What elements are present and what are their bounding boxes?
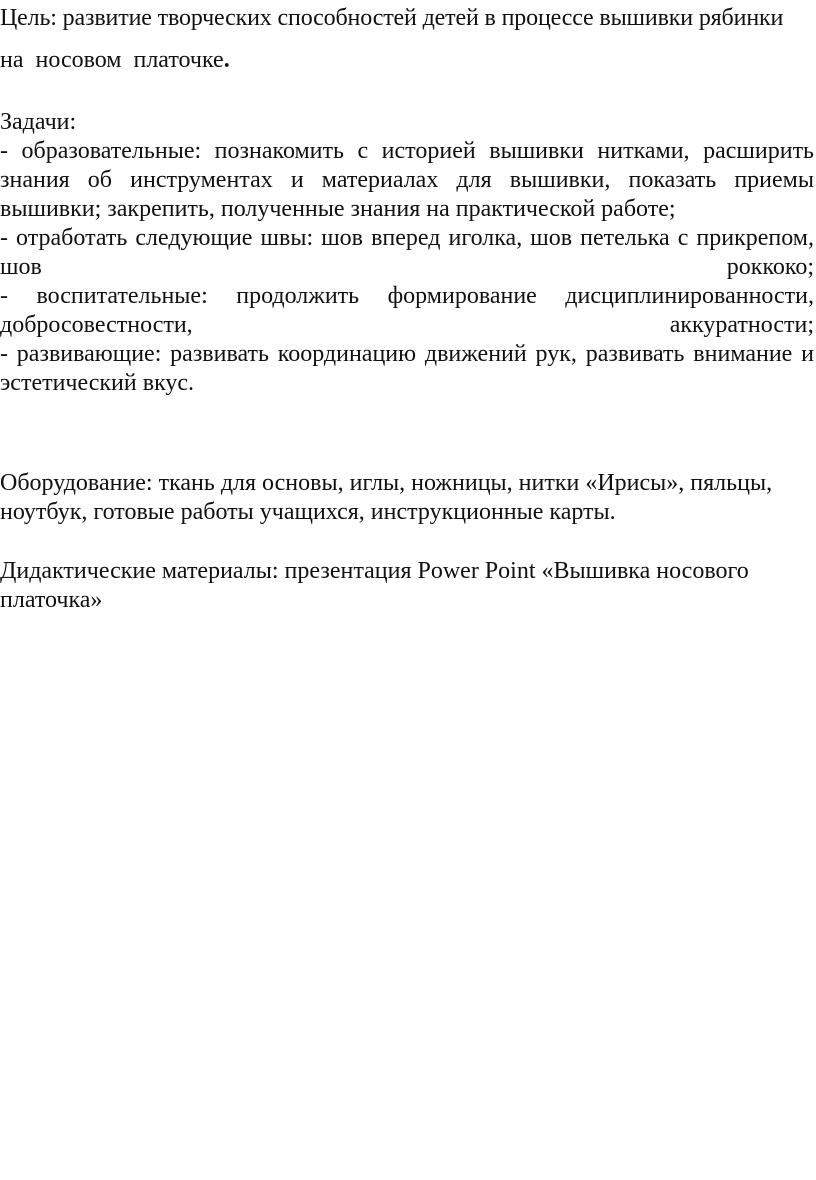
goal-line-2-text: на носовом платочке bbox=[0, 47, 224, 73]
spacer bbox=[0, 527, 814, 557]
task-stitches-line-2: шов роккоко; bbox=[0, 254, 814, 280]
didactic-paragraph: Дидактические материалы: презентация Power Point «Вышивка носового платочка» bbox=[0, 558, 749, 613]
goal-line-2 bbox=[0, 46, 814, 75]
spacer bbox=[0, 75, 814, 108]
task-educational: - образовательные: познакомить с историей вышивки нитками, расширить знания об инструментах и материалах для вышивки, показать приемы вышивки; закрепить, полученные знания на практической работе; bbox=[0, 138, 814, 222]
goal-line-1: Цель: развитие творческих способностей детей в процессе вышивки рябинки bbox=[0, 5, 784, 31]
task-stitches-line-1: - отработать следующие швы: шов вперед иголка, шов петелька с прикрепом, bbox=[0, 225, 814, 251]
spacer bbox=[0, 398, 814, 469]
tasks-section bbox=[0, 108, 814, 398]
tasks-heading: Задачи: bbox=[0, 109, 77, 135]
goal-period: . bbox=[223, 47, 230, 73]
task-upbringing-line-2: добросовестности, аккуратности; bbox=[0, 312, 814, 338]
task-developing: - развивающие: развивать координацию движений рук, развивать внимание и эстетический вкус. bbox=[0, 341, 814, 396]
goal-paragraph bbox=[0, 4, 814, 75]
equipment-paragraph: Оборудование: ткань для основы, иглы, ножницы, нитки «Ирисы», пяльцы, ноутбук, готовые работы учащихся, инструкционные карты. bbox=[0, 470, 773, 525]
task-upbringing-line-1: - воспитательные: продолжить формирование дисциплинированности, bbox=[0, 283, 814, 309]
